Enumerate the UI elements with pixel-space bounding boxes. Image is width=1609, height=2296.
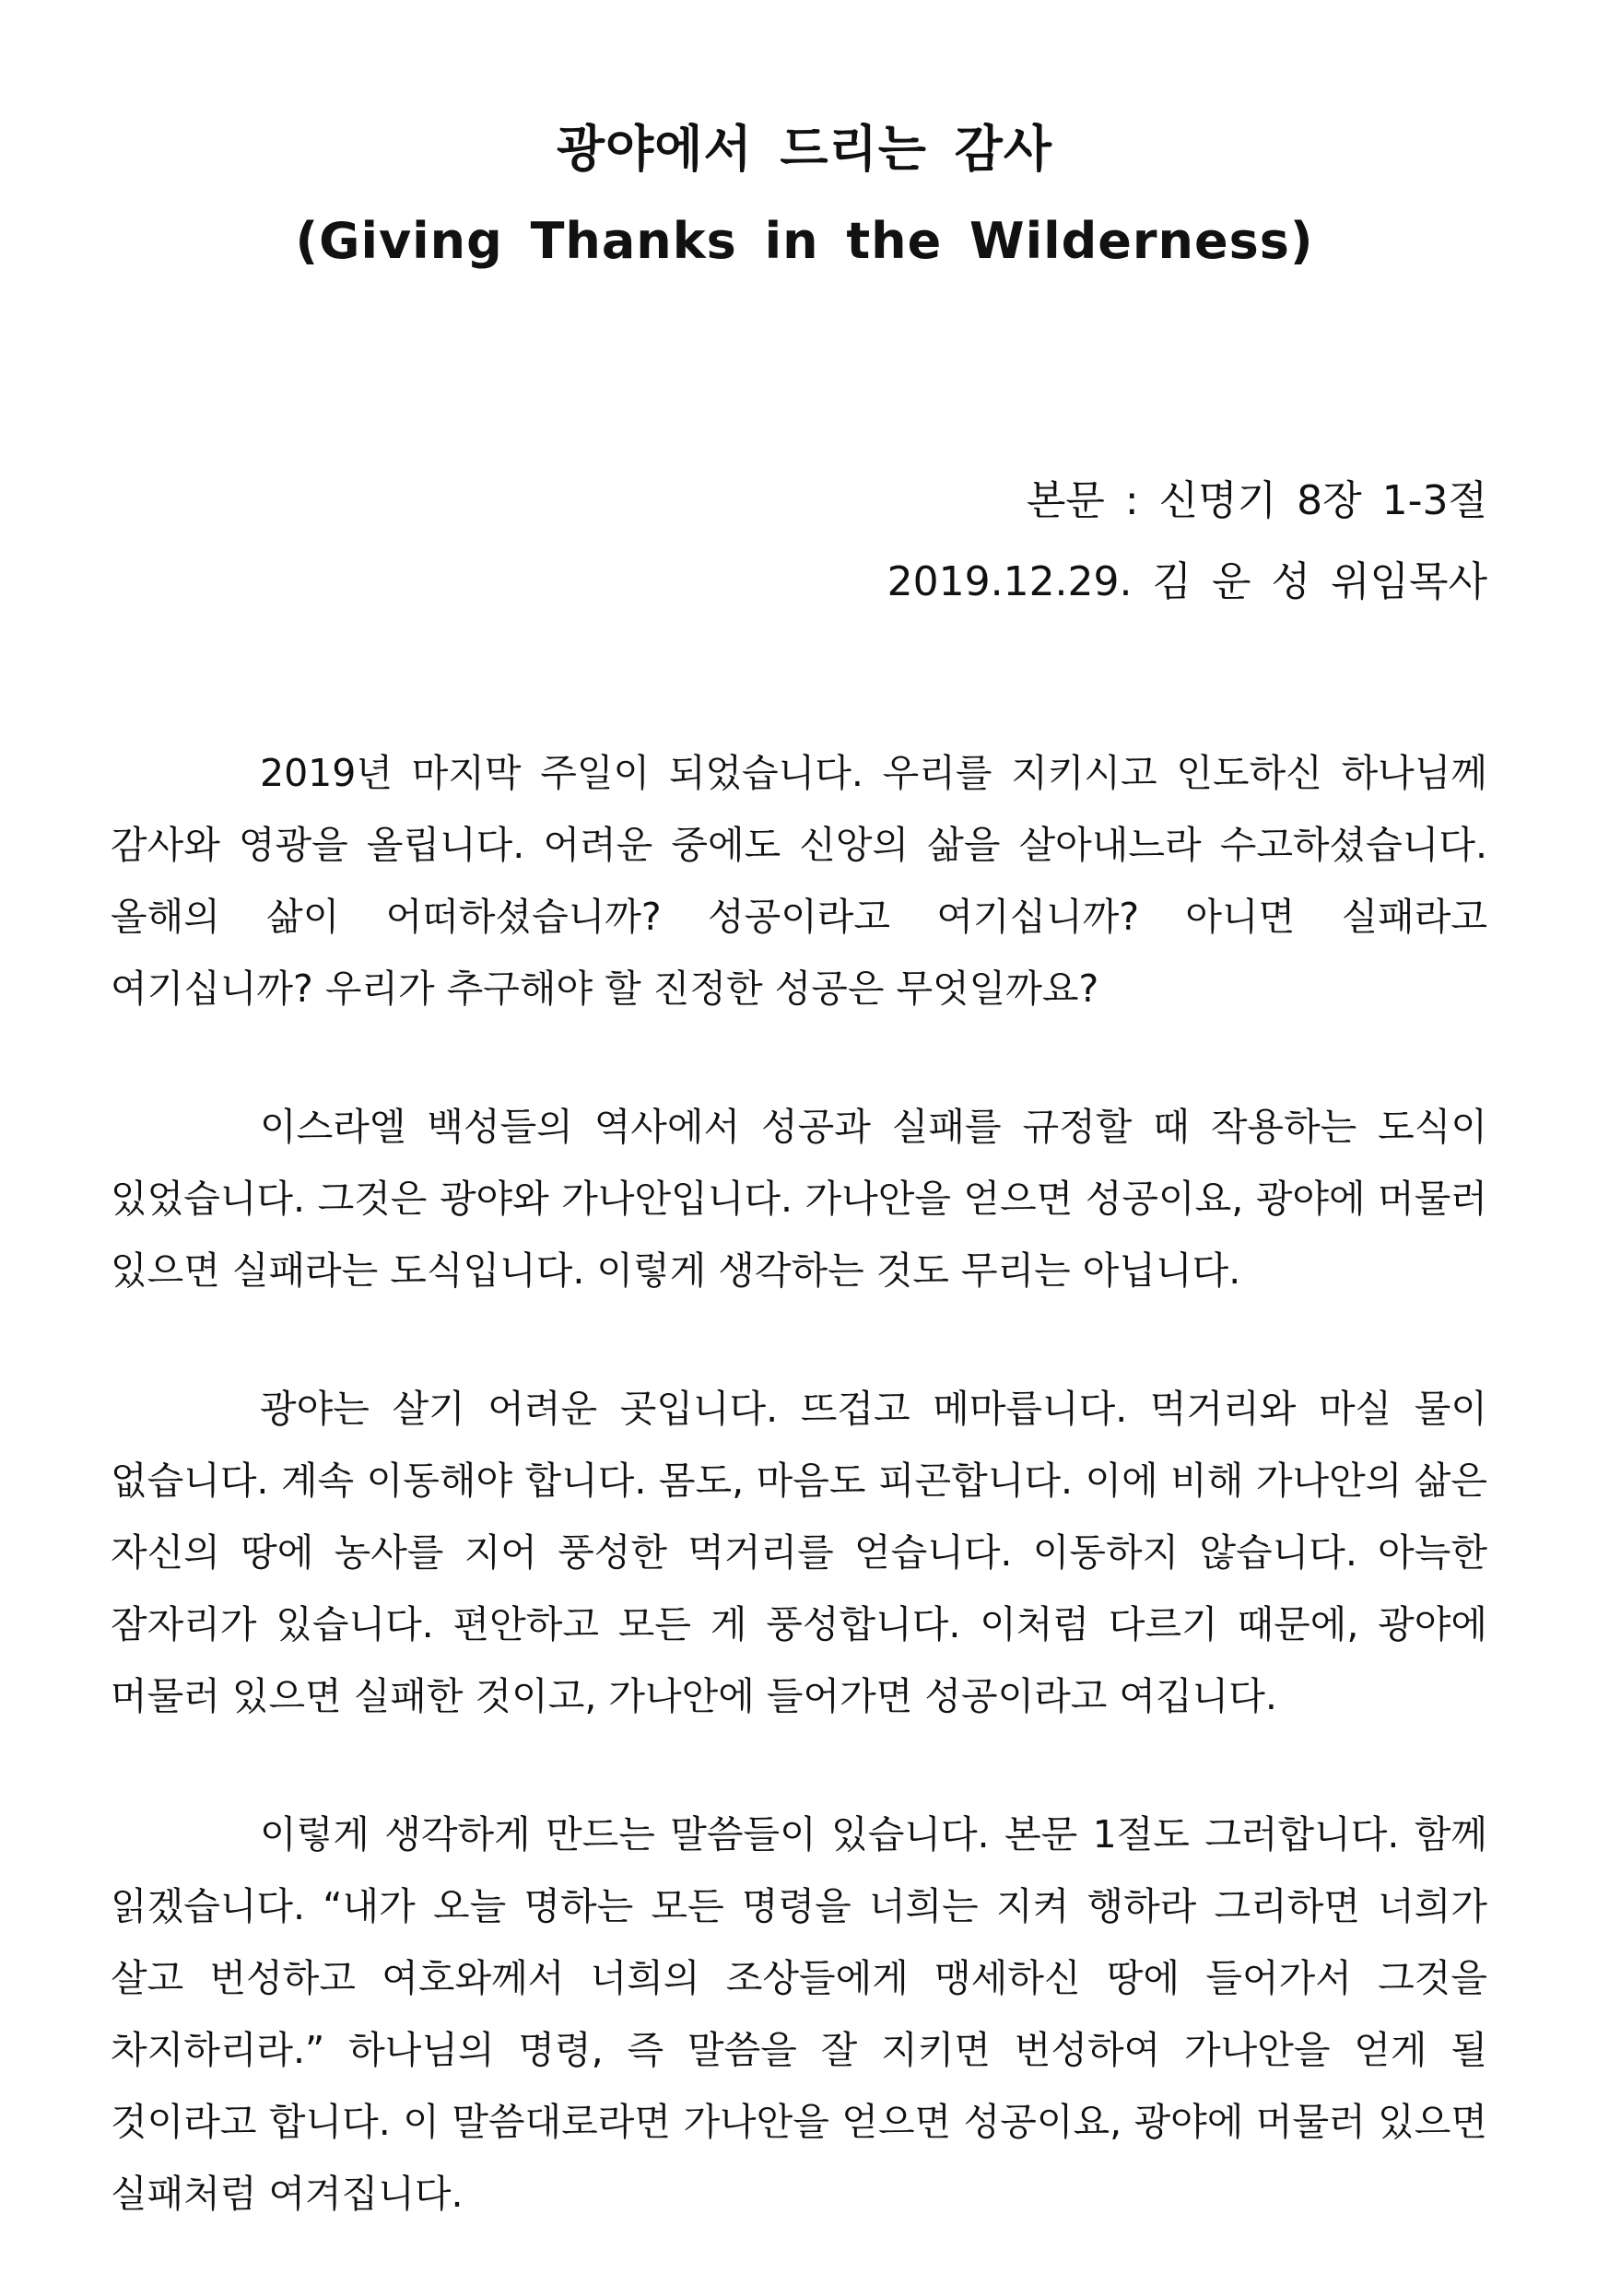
sermon-meta xyxy=(887,461,1487,623)
scripture-reference: 본문 : 신명기 8장 1-3절 xyxy=(1026,477,1487,524)
title-block xyxy=(0,103,1609,287)
sermon-title-english: (Giving Thanks in the Wilderness) xyxy=(295,212,1314,270)
sermon-title-korean: 광야에서 드리는 감사 xyxy=(556,120,1053,178)
sermon-body xyxy=(111,737,1487,2296)
paragraph: 광야는 살기 어려운 곳입니다. 뜨겁고 메마릅니다. 먹거리와 마실 물이 없습니다. 계속 이동해야 합니다. 몸도, 마음도 피곤합니다. 이에 비해 가나안의 삶은 자신의 땅에 농사를 지어 풍성한 먹거리를 얻습니다. 이동하지 않습니다. 아늑한 잠자리가 있습니다. 편안하고 모든 게 풍성합니다. 이처럼 다르기 때문에, 광야에 머물러 있으면 실패한 것이고, 가나안에 들어가면 성공이라고 여깁니다. xyxy=(111,1387,1488,1718)
paragraph: 이스라엘 백성들의 역사에서 성공과 실패를 규정할 때 작용하는 도식이 있었습니다. 그것은 광야와 가나안입니다. 가나안을 얻으면 성공이요, 광야에 머물러 있으면 실패라는 도식입니다. 이렇게 생각하는 것도 무리는 아닙니다. xyxy=(111,1105,1487,1293)
paragraph: 이렇게 생각하게 만드는 말씀들이 있습니다. 본문 1절도 그러합니다. 함께 읽겠습니다. “내가 오늘 명하는 모든 명령을 너희는 지켜 행하라 그리하면 너희가 살고 번성하고 여호와께서 너희의 조상들에게 맹세하신 땅에 들어가서 그것을 차지하리라.” 하나님의 명령, 즉 말씀을 잘 지키면 번성하여 가나안을 얻게 될 것이라고 합니다. 이 말씀대로라면 가나안을 얻으면 성공이요, 광야에 머물러 있으면 실패처럼 여겨집니다. xyxy=(111,1812,1487,2216)
date-and-author: 2019.12.29. 김 운 성 위임목사 xyxy=(887,558,1487,605)
paragraph: 2019년 마지막 주일이 되었습니다. 우리를 지키시고 인도하신 하나님께 감사와 영광을 올립니다. 어려운 중에도 신앙의 삶을 살아내느라 수고하셨습니다. 올해의 삶이 어떠하셨습니까? 성공이라고 여기십니까? 아니면 실패라고 여기십니까? 우리가 추구해야 할 진정한 성공은 무엇일까요? xyxy=(111,751,1487,1011)
